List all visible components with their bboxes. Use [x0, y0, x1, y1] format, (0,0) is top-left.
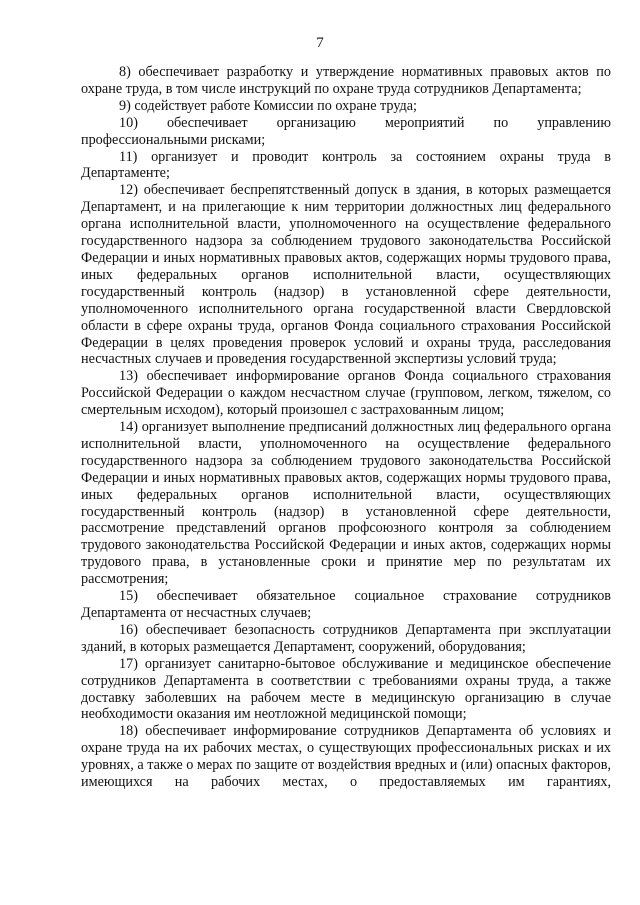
paragraph-item-10: 10) обеспечивает организацию мероприятий по управлению профессиональными рисками; — [81, 114, 611, 148]
paragraph-item-13: 13) обеспечивает информирование органов Фонда социального страхования Российской Федерации о каждом несчастном случае (групповом, легком, тяжелом, со смертельным исходом), который произошел с застрахованным лицом; — [81, 368, 611, 419]
paragraph-item-17: 17) организует санитарно-бытовое обслуживание и медицинское обеспечение сотрудников Департамента в соответствии с требованиями охраны труда, а также доставку заболевших на рабочем месте в медицинскую организацию в случае необходимости оказания им неотложной медицинской помощи; — [81, 655, 611, 723]
paragraph-item-15: 15) обеспечивает обязательное социальное страхование сотрудников Департамента от несчастных случаев; — [81, 588, 611, 621]
paragraph-item-14: 14) организует выполнение предписаний должностных лиц федерального органа исполнительной власти, уполномоченного на осуществление федерального государственного надзора за соблюдением трудового законодательства Российской Федерации и иных нормативных правовых актов, содержащих нормы трудового права, иных федеральных органов исполнительной власти, осуществляющих государственный контроль (надзор) в установленной сфере деятельности, рассмотрение представлений органов профсоюзного контроля за соблюдением трудового законодательства Российской Федерации и иных актов, содержащих нормы трудового права, в установленные сроки и принятие мер по результатам их рассмотрения; — [81, 419, 611, 588]
paragraph-item-8: 8) обеспечивает разработку и утверждение нормативных правовых актов по охране труда, в том числе инструкций по охране труда сотрудников Департамента; — [81, 64, 611, 97]
paragraph-item-11: 11) организует и проводит контроль за состоянием охраны труда в Департаменте; — [81, 148, 611, 182]
paragraph-item-16: 16) обеспечивает безопасность сотрудников Департамента при эксплуатации зданий, в которых размещается Департамент, сооружений, оборудования; — [81, 621, 611, 655]
paragraph-item-12: 12) обеспечивает беспрепятственный допуск в здания, в которых размещается Департамент, и на прилегающие к ним территории должностных лиц федерального органа исполнительной власти, уполномоченного на осуществление федерального государственного надзора за соблюдением трудового законодательства Российской Федерации и иных нормативных правовых актов, содержащих нормы трудового права, иных федеральных органов исполнительной власти, осуществляющих государственный контроль (надзор) в установленной сфере деятельности, уполномоченного исполнительного органа государственной власти Свердловской области в сфере охраны труда, органов Фонда социального страхования Российской Федерации в целях проведения проверок условий и охраны труда, расследования несчастных случаев и проведения государственной экспертизы условий труда; — [81, 182, 611, 368]
page-number: 7 — [316, 35, 324, 51]
paragraph-item-18: 18) обеспечивает информирование сотрудников Департамента об условиях и охране труда на их рабочих местах, о существующих профессиональных рисках и их уровнях, а также о мерах по защите от воздействия вредных и (или) опасных факторов, имеющихся на рабочих местах, о предоставляемых им гарантиях, — [81, 723, 611, 791]
document-body — [81, 64, 611, 791]
paragraph-item-9: 9) содействует работе Комиссии по охране труда; — [119, 97, 417, 114]
